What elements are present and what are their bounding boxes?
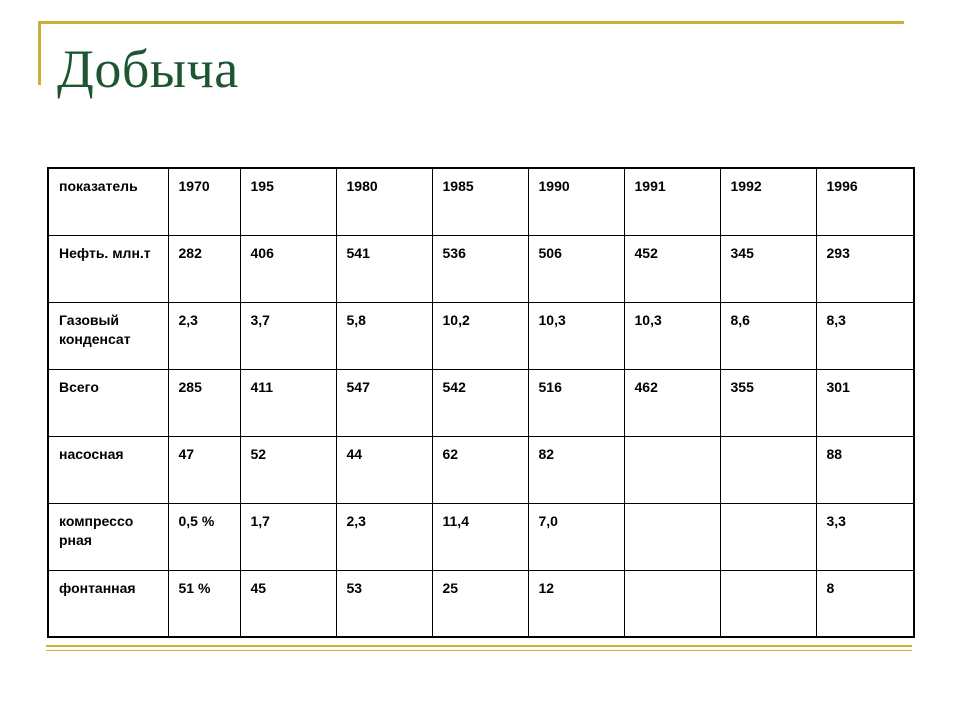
table-cell: 47 [168, 436, 240, 503]
table-cell [624, 503, 720, 570]
row-label-cell: Газовый конденсат [48, 302, 168, 369]
table-cell: 62 [432, 436, 528, 503]
table-cell: 406 [240, 235, 336, 302]
table-cell: 547 [336, 369, 432, 436]
table-cell: 8,6 [720, 302, 816, 369]
table-cell: 88 [816, 436, 914, 503]
table-cell: 3,3 [816, 503, 914, 570]
header-cell: 1996 [816, 168, 914, 235]
header-cell: 1990 [528, 168, 624, 235]
table-cell: 542 [432, 369, 528, 436]
production-table [47, 167, 915, 638]
row-label-cell: фонтанная [48, 570, 168, 637]
table-cell: 0,5 % [168, 503, 240, 570]
table-cell [624, 570, 720, 637]
table-cell: 2,3 [336, 503, 432, 570]
header-cell: показатель [48, 168, 168, 235]
table-cell: 345 [720, 235, 816, 302]
header-cell: 1985 [432, 168, 528, 235]
table-cell: 10,3 [528, 302, 624, 369]
page-title: Добыча [57, 39, 239, 99]
table-cell: 10,2 [432, 302, 528, 369]
table-row [48, 570, 914, 637]
table-cell: 293 [816, 235, 914, 302]
decorative-top-rule [40, 21, 904, 24]
table-cell: 516 [528, 369, 624, 436]
decorative-left-rule [38, 21, 41, 85]
row-label-cell: насосная [48, 436, 168, 503]
table-cell: 452 [624, 235, 720, 302]
row-label-cell: компрессо рная [48, 503, 168, 570]
table-cell: 8,3 [816, 302, 914, 369]
table-row [48, 503, 914, 570]
header-cell: 1980 [336, 168, 432, 235]
table-header-row [48, 168, 914, 235]
table-cell: 12 [528, 570, 624, 637]
table-cell: 2,3 [168, 302, 240, 369]
table-cell: 51 % [168, 570, 240, 637]
table-cell: 541 [336, 235, 432, 302]
decorative-bottom-rule-thin [46, 650, 912, 651]
table-row [48, 302, 914, 369]
table-cell: 506 [528, 235, 624, 302]
table-row [48, 369, 914, 436]
table-cell: 3,7 [240, 302, 336, 369]
table-cell: 8 [816, 570, 914, 637]
header-cell: 1970 [168, 168, 240, 235]
header-cell: 195 [240, 168, 336, 235]
table-cell: 10,3 [624, 302, 720, 369]
table-cell: 282 [168, 235, 240, 302]
table-cell: 7,0 [528, 503, 624, 570]
table-cell: 82 [528, 436, 624, 503]
table-cell: 45 [240, 570, 336, 637]
table-cell: 536 [432, 235, 528, 302]
row-label-cell: Нефть. млн.т [48, 235, 168, 302]
table-cell: 53 [336, 570, 432, 637]
table-cell: 44 [336, 436, 432, 503]
table-cell: 11,4 [432, 503, 528, 570]
table-cell [720, 570, 816, 637]
header-cell: 1991 [624, 168, 720, 235]
table-cell: 355 [720, 369, 816, 436]
table-cell [720, 436, 816, 503]
header-cell: 1992 [720, 168, 816, 235]
table-cell [624, 436, 720, 503]
table-cell: 462 [624, 369, 720, 436]
decorative-bottom-rule [46, 645, 912, 647]
table-cell: 285 [168, 369, 240, 436]
table-cell: 301 [816, 369, 914, 436]
row-label-cell: Всего [48, 369, 168, 436]
table-row [48, 235, 914, 302]
table-cell: 52 [240, 436, 336, 503]
table-cell: 1,7 [240, 503, 336, 570]
table-row [48, 436, 914, 503]
table-cell [720, 503, 816, 570]
table-cell: 5,8 [336, 302, 432, 369]
table-cell: 25 [432, 570, 528, 637]
table-cell: 411 [240, 369, 336, 436]
